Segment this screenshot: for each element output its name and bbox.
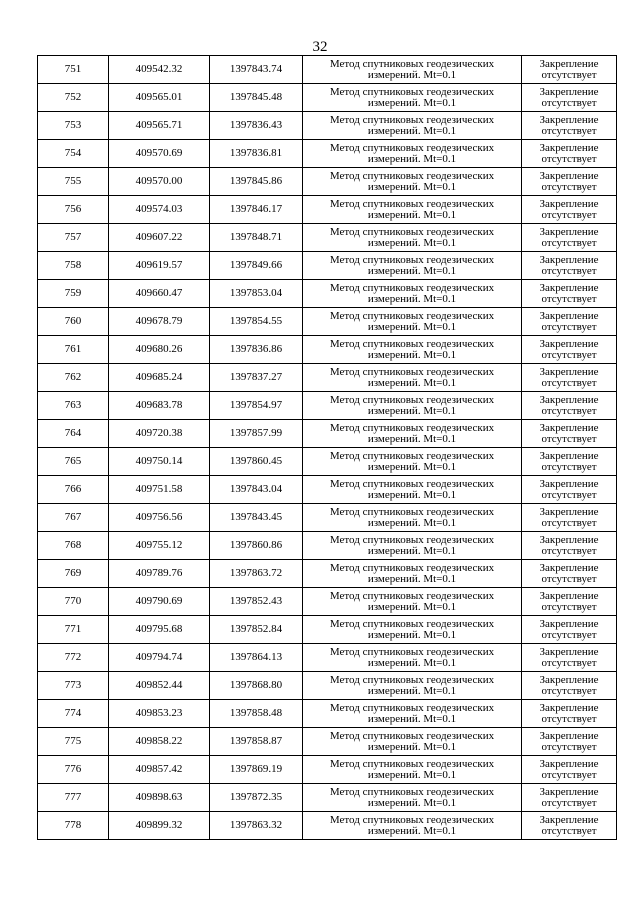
measurement-method — [303, 56, 522, 84]
fixation-description — [522, 224, 617, 252]
coordinate-x: 409755.12 — [109, 532, 210, 560]
table-row — [38, 112, 617, 140]
method-line-2: измерений. Mt=0.1 — [367, 684, 457, 697]
table-row — [38, 168, 617, 196]
fixation-line-2: отсутствует — [541, 684, 597, 697]
fixation-line-1: Закрепление — [539, 505, 599, 518]
method-line-2: измерений. Mt=0.1 — [367, 236, 457, 249]
method-line-1: Метод спутниковых геодезических — [329, 449, 495, 462]
coordinates-table — [37, 55, 617, 840]
point-number: 778 — [38, 812, 109, 840]
fixation-description — [522, 364, 617, 392]
coordinate-x: 409756.56 — [109, 504, 210, 532]
fixation-description — [522, 476, 617, 504]
fixation-line-2: отсутствует — [541, 124, 597, 137]
table-row — [38, 784, 617, 812]
method-line-2: измерений. Mt=0.1 — [367, 152, 457, 165]
coordinate-x: 409680.26 — [109, 336, 210, 364]
fixation-line-2: отсутствует — [541, 208, 597, 221]
fixation-line-2: отсутствует — [541, 824, 597, 837]
method-line-1: Метод спутниковых геодезических — [329, 253, 495, 266]
table-row — [38, 196, 617, 224]
coordinate-y: 1397872.35 — [210, 784, 303, 812]
table-row — [38, 308, 617, 336]
coordinate-y: 1397845.86 — [210, 168, 303, 196]
point-number: 769 — [38, 560, 109, 588]
measurement-method — [303, 812, 522, 840]
method-line-1: Метод спутниковых геодезических — [329, 365, 495, 378]
coordinate-y: 1397854.97 — [210, 392, 303, 420]
coordinate-y: 1397852.43 — [210, 588, 303, 616]
fixation-line-2: отсутствует — [541, 460, 597, 473]
coordinate-y: 1397868.80 — [210, 672, 303, 700]
table-row — [38, 420, 617, 448]
coordinate-y: 1397836.86 — [210, 336, 303, 364]
fixation-description — [522, 644, 617, 672]
fixation-line-1: Закрепление — [539, 729, 599, 742]
coordinate-x: 409570.69 — [109, 140, 210, 168]
point-number: 768 — [38, 532, 109, 560]
coordinate-y: 1397849.66 — [210, 252, 303, 280]
fixation-line-2: отсутствует — [541, 740, 597, 753]
measurement-method — [303, 224, 522, 252]
fixation-line-1: Закрепление — [539, 589, 599, 602]
table-row — [38, 336, 617, 364]
fixation-line-1: Закрепление — [539, 757, 599, 770]
method-line-1: Метод спутниковых геодезических — [329, 85, 495, 98]
method-line-2: измерений. Mt=0.1 — [367, 628, 457, 641]
method-line-2: измерений. Mt=0.1 — [367, 460, 457, 473]
method-line-2: измерений. Mt=0.1 — [367, 432, 457, 445]
coordinate-x: 409751.58 — [109, 476, 210, 504]
method-line-2: измерений. Mt=0.1 — [367, 712, 457, 725]
point-number: 757 — [38, 224, 109, 252]
coordinate-y: 1397836.43 — [210, 112, 303, 140]
fixation-line-1: Закрепление — [539, 365, 599, 378]
point-number: 754 — [38, 140, 109, 168]
fixation-line-1: Закрепление — [539, 113, 599, 126]
method-line-2: измерений. Mt=0.1 — [367, 68, 457, 81]
method-line-2: измерений. Mt=0.1 — [367, 404, 457, 417]
method-line-1: Метод спутниковых геодезических — [329, 197, 495, 210]
fixation-description — [522, 140, 617, 168]
fixation-line-1: Закрепление — [539, 197, 599, 210]
measurement-method — [303, 616, 522, 644]
coordinate-y: 1397843.45 — [210, 504, 303, 532]
fixation-line-2: отсутствует — [541, 180, 597, 193]
point-number: 772 — [38, 644, 109, 672]
coordinate-y: 1397860.45 — [210, 448, 303, 476]
fixation-line-2: отсутствует — [541, 320, 597, 333]
fixation-line-2: отсутствует — [541, 572, 597, 585]
fixation-description — [522, 588, 617, 616]
coordinate-y: 1397852.84 — [210, 616, 303, 644]
coordinate-x: 409565.01 — [109, 84, 210, 112]
coordinate-x: 409542.32 — [109, 56, 210, 84]
fixation-description — [522, 308, 617, 336]
fixation-description — [522, 784, 617, 812]
measurement-method — [303, 756, 522, 784]
coordinate-y: 1397869.19 — [210, 756, 303, 784]
coordinate-y: 1397863.72 — [210, 560, 303, 588]
method-line-1: Метод спутниковых геодезических — [329, 225, 495, 238]
measurement-method — [303, 392, 522, 420]
coordinate-x: 409789.76 — [109, 560, 210, 588]
method-line-1: Метод спутниковых геодезических — [329, 393, 495, 406]
method-line-1: Метод спутниковых геодезических — [329, 533, 495, 546]
fixation-description — [522, 56, 617, 84]
table-row — [38, 280, 617, 308]
table-row — [38, 560, 617, 588]
method-line-1: Метод спутниковых геодезических — [329, 477, 495, 490]
coordinate-y: 1397836.81 — [210, 140, 303, 168]
method-line-1: Метод спутниковых геодезических — [329, 813, 495, 826]
fixation-line-2: отсутствует — [541, 152, 597, 165]
fixation-description — [522, 168, 617, 196]
fixation-description — [522, 672, 617, 700]
fixation-line-1: Закрепление — [539, 421, 599, 434]
point-number: 774 — [38, 700, 109, 728]
measurement-method — [303, 644, 522, 672]
method-line-2: измерений. Mt=0.1 — [367, 600, 457, 613]
fixation-description — [522, 756, 617, 784]
fixation-line-1: Закрепление — [539, 449, 599, 462]
fixation-description — [522, 560, 617, 588]
fixation-description — [522, 532, 617, 560]
coordinate-y: 1397837.27 — [210, 364, 303, 392]
fixation-line-2: отсутствует — [541, 264, 597, 277]
method-line-2: измерений. Mt=0.1 — [367, 516, 457, 529]
point-number: 758 — [38, 252, 109, 280]
measurement-method — [303, 560, 522, 588]
fixation-line-2: отсутствует — [541, 656, 597, 669]
method-line-1: Метод спутниковых геодезических — [329, 505, 495, 518]
coordinates-table-body — [38, 56, 617, 840]
point-number: 766 — [38, 476, 109, 504]
measurement-method — [303, 140, 522, 168]
coordinate-x: 409858.22 — [109, 728, 210, 756]
point-number: 775 — [38, 728, 109, 756]
method-line-2: измерений. Mt=0.1 — [367, 544, 457, 557]
coordinate-y: 1397858.48 — [210, 700, 303, 728]
measurement-method — [303, 364, 522, 392]
fixation-line-1: Закрепление — [539, 785, 599, 798]
fixation-line-2: отсутствует — [541, 768, 597, 781]
fixation-description — [522, 84, 617, 112]
fixation-line-1: Закрепление — [539, 477, 599, 490]
method-line-1: Метод спутниковых геодезических — [329, 141, 495, 154]
coordinate-x: 409852.44 — [109, 672, 210, 700]
coordinate-x: 409607.22 — [109, 224, 210, 252]
method-line-1: Метод спутниковых геодезических — [329, 701, 495, 714]
coordinate-x: 409899.32 — [109, 812, 210, 840]
method-line-1: Метод спутниковых геодезических — [329, 57, 495, 70]
fixation-line-1: Закрепление — [539, 533, 599, 546]
coordinate-x: 409660.47 — [109, 280, 210, 308]
method-line-2: измерений. Mt=0.1 — [367, 208, 457, 221]
method-line-2: измерений. Mt=0.1 — [367, 320, 457, 333]
measurement-method — [303, 112, 522, 140]
method-line-1: Метод спутниковых геодезических — [329, 645, 495, 658]
coordinate-y: 1397848.71 — [210, 224, 303, 252]
measurement-method — [303, 728, 522, 756]
fixation-line-1: Закрепление — [539, 281, 599, 294]
measurement-method — [303, 84, 522, 112]
measurement-method — [303, 504, 522, 532]
method-line-2: измерений. Mt=0.1 — [367, 180, 457, 193]
table-row — [38, 812, 617, 840]
coordinate-y: 1397845.48 — [210, 84, 303, 112]
fixation-line-1: Закрепление — [539, 645, 599, 658]
fixation-description — [522, 448, 617, 476]
fixation-description — [522, 700, 617, 728]
coordinate-y: 1397853.04 — [210, 280, 303, 308]
method-line-1: Метод спутниковых геодезических — [329, 169, 495, 182]
table-row — [38, 364, 617, 392]
table-row — [38, 756, 617, 784]
fixation-line-1: Закрепление — [539, 85, 599, 98]
fixation-description — [522, 280, 617, 308]
coordinate-x: 409619.57 — [109, 252, 210, 280]
coordinate-y: 1397846.17 — [210, 196, 303, 224]
method-line-2: измерений. Mt=0.1 — [367, 124, 457, 137]
coordinate-x: 409685.24 — [109, 364, 210, 392]
fixation-description — [522, 420, 617, 448]
measurement-method — [303, 532, 522, 560]
fixation-line-2: отсутствует — [541, 432, 597, 445]
method-line-1: Метод спутниковых геодезических — [329, 281, 495, 294]
fixation-line-1: Закрепление — [539, 309, 599, 322]
method-line-1: Метод спутниковых геодезических — [329, 309, 495, 322]
method-line-1: Метод спутниковых геодезических — [329, 589, 495, 602]
coordinate-y: 1397843.04 — [210, 476, 303, 504]
measurement-method — [303, 448, 522, 476]
method-line-2: измерений. Mt=0.1 — [367, 824, 457, 837]
table-row — [38, 728, 617, 756]
point-number: 765 — [38, 448, 109, 476]
fixation-line-1: Закрепление — [539, 701, 599, 714]
method-line-1: Метод спутниковых геодезических — [329, 729, 495, 742]
table-row — [38, 616, 617, 644]
measurement-method — [303, 308, 522, 336]
method-line-2: измерений. Mt=0.1 — [367, 488, 457, 501]
coordinate-x: 409794.74 — [109, 644, 210, 672]
coordinate-y: 1397858.87 — [210, 728, 303, 756]
coordinate-y: 1397857.99 — [210, 420, 303, 448]
fixation-line-1: Закрепление — [539, 561, 599, 574]
point-number: 771 — [38, 616, 109, 644]
coordinate-y: 1397860.86 — [210, 532, 303, 560]
coordinate-y: 1397843.74 — [210, 56, 303, 84]
point-number: 762 — [38, 364, 109, 392]
method-line-2: измерений. Mt=0.1 — [367, 656, 457, 669]
fixation-line-2: отсутствует — [541, 236, 597, 249]
coordinate-y: 1397864.13 — [210, 644, 303, 672]
fixation-description — [522, 392, 617, 420]
fixation-description — [522, 504, 617, 532]
point-number: 767 — [38, 504, 109, 532]
method-line-2: измерений. Mt=0.1 — [367, 96, 457, 109]
measurement-method — [303, 672, 522, 700]
point-number: 761 — [38, 336, 109, 364]
method-line-1: Метод спутниковых геодезических — [329, 617, 495, 630]
table-row — [38, 224, 617, 252]
fixation-line-1: Закрепление — [539, 57, 599, 70]
fixation-description — [522, 336, 617, 364]
measurement-method — [303, 196, 522, 224]
method-line-2: измерений. Mt=0.1 — [367, 264, 457, 277]
table-row — [38, 476, 617, 504]
fixation-line-2: отсутствует — [541, 68, 597, 81]
table-row — [38, 700, 617, 728]
fixation-line-2: отсутствует — [541, 628, 597, 641]
coordinate-x: 409898.63 — [109, 784, 210, 812]
table-row — [38, 504, 617, 532]
fixation-line-2: отсутствует — [541, 600, 597, 613]
coordinate-x: 409720.38 — [109, 420, 210, 448]
method-line-1: Метод спутниковых геодезических — [329, 673, 495, 686]
coordinate-x: 409574.03 — [109, 196, 210, 224]
method-line-2: измерений. Mt=0.1 — [367, 740, 457, 753]
coordinate-x: 409795.68 — [109, 616, 210, 644]
point-number: 751 — [38, 56, 109, 84]
page-number: 32 — [312, 39, 328, 55]
fixation-line-1: Закрепление — [539, 253, 599, 266]
fixation-description — [522, 112, 617, 140]
point-number: 763 — [38, 392, 109, 420]
fixation-line-2: отсутствует — [541, 712, 597, 725]
coordinate-y: 1397863.32 — [210, 812, 303, 840]
fixation-description — [522, 812, 617, 840]
fixation-line-1: Закрепление — [539, 393, 599, 406]
point-number: 777 — [38, 784, 109, 812]
point-number: 756 — [38, 196, 109, 224]
method-line-1: Метод спутниковых геодезических — [329, 113, 495, 126]
measurement-method — [303, 700, 522, 728]
method-line-2: измерений. Mt=0.1 — [367, 376, 457, 389]
method-line-1: Метод спутниковых геодезических — [329, 785, 495, 798]
point-number: 752 — [38, 84, 109, 112]
method-line-1: Метод спутниковых геодезических — [329, 421, 495, 434]
measurement-method — [303, 168, 522, 196]
fixation-description — [522, 196, 617, 224]
table-row — [38, 588, 617, 616]
point-number: 759 — [38, 280, 109, 308]
measurement-method — [303, 588, 522, 616]
method-line-2: измерений. Mt=0.1 — [367, 292, 457, 305]
method-line-2: измерений. Mt=0.1 — [367, 796, 457, 809]
method-line-2: измерений. Mt=0.1 — [367, 768, 457, 781]
fixation-line-1: Закрепление — [539, 225, 599, 238]
table-row — [38, 448, 617, 476]
fixation-line-1: Закрепление — [539, 141, 599, 154]
fixation-line-2: отсутствует — [541, 348, 597, 361]
point-number: 764 — [38, 420, 109, 448]
fixation-line-1: Закрепление — [539, 813, 599, 826]
coordinate-x: 409857.42 — [109, 756, 210, 784]
fixation-description — [522, 728, 617, 756]
fixation-line-2: отсутствует — [541, 544, 597, 557]
table-row — [38, 392, 617, 420]
method-line-1: Метод спутниковых геодезических — [329, 757, 495, 770]
table-row — [38, 56, 617, 84]
point-number: 770 — [38, 588, 109, 616]
method-line-2: измерений. Mt=0.1 — [367, 348, 457, 361]
point-number: 760 — [38, 308, 109, 336]
fixation-description — [522, 616, 617, 644]
fixation-description — [522, 252, 617, 280]
coordinate-x: 409570.00 — [109, 168, 210, 196]
coordinate-x: 409683.78 — [109, 392, 210, 420]
point-number: 755 — [38, 168, 109, 196]
fixation-line-2: отсутствует — [541, 796, 597, 809]
table-row — [38, 644, 617, 672]
fixation-line-2: отсутствует — [541, 292, 597, 305]
table-row — [38, 672, 617, 700]
measurement-method — [303, 784, 522, 812]
measurement-method — [303, 476, 522, 504]
coordinate-x: 409750.14 — [109, 448, 210, 476]
fixation-line-1: Закрепление — [539, 169, 599, 182]
method-line-2: измерений. Mt=0.1 — [367, 572, 457, 585]
coordinate-x: 409853.23 — [109, 700, 210, 728]
table-row — [38, 84, 617, 112]
fixation-line-2: отсутствует — [541, 516, 597, 529]
coordinate-y: 1397854.55 — [210, 308, 303, 336]
table-row — [38, 252, 617, 280]
measurement-method — [303, 280, 522, 308]
fixation-line-2: отсутствует — [541, 404, 597, 417]
measurement-method — [303, 420, 522, 448]
measurement-method — [303, 252, 522, 280]
fixation-line-2: отсутствует — [541, 488, 597, 501]
fixation-line-1: Закрепление — [539, 617, 599, 630]
method-line-1: Метод спутниковых геодезических — [329, 337, 495, 350]
coordinate-x: 409790.69 — [109, 588, 210, 616]
fixation-line-1: Закрепление — [539, 337, 599, 350]
fixation-line-1: Закрепление — [539, 673, 599, 686]
coordinate-x: 409678.79 — [109, 308, 210, 336]
point-number: 753 — [38, 112, 109, 140]
measurement-method — [303, 336, 522, 364]
fixation-line-2: отсутствует — [541, 376, 597, 389]
table-row — [38, 532, 617, 560]
point-number: 773 — [38, 672, 109, 700]
point-number: 776 — [38, 756, 109, 784]
method-line-1: Метод спутниковых геодезических — [329, 561, 495, 574]
fixation-line-2: отсутствует — [541, 96, 597, 109]
table-row — [38, 140, 617, 168]
coordinate-x: 409565.71 — [109, 112, 210, 140]
